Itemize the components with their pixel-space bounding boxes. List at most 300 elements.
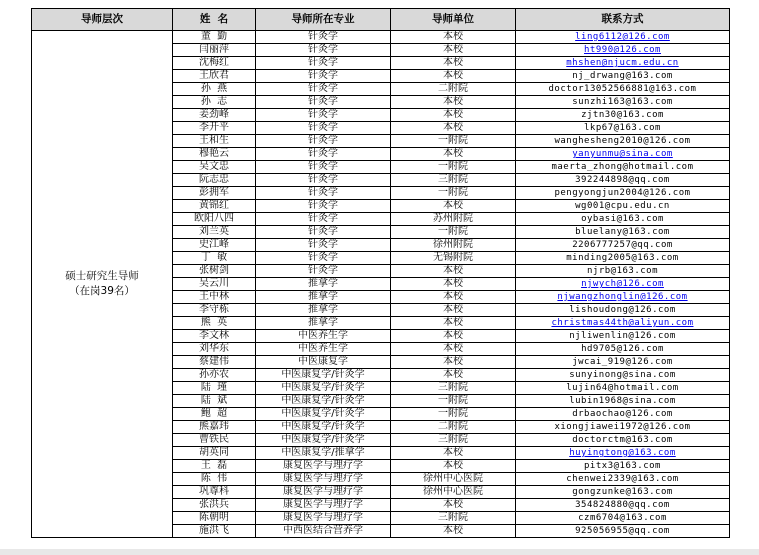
contact-cell (516, 382, 730, 395)
name-cell (173, 226, 256, 239)
name-cell-text: 王和生 (199, 135, 229, 146)
email-text: bluelany@163.com (575, 227, 670, 237)
unit-cell (391, 317, 516, 330)
contact-cell (516, 135, 730, 148)
unit-cell-text: 本校 (443, 44, 463, 55)
email-link[interactable]: huyingtong@163.com (569, 448, 676, 458)
major-cell (256, 460, 391, 473)
contact-cell (516, 330, 730, 343)
name-cell-text: 张洪兵 (199, 499, 229, 510)
unit-cell-text: 本校 (443, 304, 463, 315)
major-cell-text: 针灸学 (308, 265, 338, 276)
name-cell (173, 343, 256, 356)
contact-cell (516, 369, 730, 382)
email-text: hd9705@126.com (581, 344, 664, 354)
contact-cell (516, 161, 730, 174)
unit-cell-text: 徐州附院 (433, 239, 473, 250)
email-text: wanghesheng2010@126.com (554, 136, 691, 146)
contact-cell (516, 213, 730, 226)
email-text: njrb@163.com (586, 266, 659, 276)
email-text: 392244898@qq.com (575, 175, 670, 185)
major-cell (256, 369, 391, 382)
email-link[interactable]: njwangzhonglin@126.com (557, 292, 688, 302)
unit-cell-text: 一附院 (438, 226, 468, 237)
email-text: lujin64@hotmail.com (566, 383, 679, 393)
name-cell-text: 李文林 (199, 330, 229, 341)
unit-cell (391, 473, 516, 486)
window-bottom-edge (0, 549, 759, 555)
unit-cell (391, 408, 516, 421)
name-cell-text: 熊 英 (200, 317, 228, 328)
major-cell-text: 中医养生学 (298, 330, 348, 341)
contact-cell (516, 187, 730, 200)
name-cell-text: 陆 瑾 (200, 382, 228, 393)
unit-cell (391, 304, 516, 317)
major-cell-text: 中医康复学/针灸学 (281, 382, 365, 393)
name-cell (173, 44, 256, 57)
unit-cell (391, 135, 516, 148)
major-cell (256, 525, 391, 538)
name-cell-text: 李守栋 (199, 304, 229, 315)
name-cell-text: 曹铁民 (199, 434, 229, 445)
major-cell-text: 针灸学 (308, 148, 338, 159)
unit-cell (391, 486, 516, 499)
name-cell (173, 473, 256, 486)
unit-cell-text: 本校 (443, 70, 463, 81)
major-cell (256, 148, 391, 161)
unit-cell (391, 369, 516, 382)
major-cell-text: 中医康复学/推拿学 (281, 447, 365, 458)
contact-cell (516, 343, 730, 356)
email-text: oybasi@163.com (581, 214, 664, 224)
unit-cell-text: 本校 (443, 291, 463, 302)
email-text: njliwenlin@126.com (569, 331, 676, 341)
major-cell-text: 推拿学 (308, 317, 338, 328)
name-cell (173, 31, 256, 44)
unit-cell (391, 226, 516, 239)
name-cell-text: 陈 伟 (200, 473, 228, 484)
major-cell (256, 252, 391, 265)
major-cell-text: 针灸学 (308, 96, 338, 107)
name-cell (173, 239, 256, 252)
unit-cell (391, 343, 516, 356)
table-row (32, 31, 730, 44)
unit-cell-text: 本校 (443, 265, 463, 276)
name-cell-text: 施洪飞 (199, 525, 229, 536)
contact-cell (516, 525, 730, 538)
unit-cell-text: 本校 (443, 330, 463, 341)
email-text: xiongjiawei1972@126.com (554, 422, 691, 432)
major-cell-text: 康复医学与理疗学 (283, 486, 363, 497)
name-cell (173, 421, 256, 434)
contact-cell (516, 447, 730, 460)
contact-cell (516, 83, 730, 96)
contact-cell (516, 278, 730, 291)
contact-cell (516, 96, 730, 109)
contact-cell (516, 122, 730, 135)
contact-cell (516, 512, 730, 525)
header-row (32, 9, 730, 31)
name-cell-text: 刘兰英 (199, 226, 229, 237)
unit-cell-text: 本校 (443, 278, 463, 289)
group-count: （在岗39名） (69, 285, 135, 297)
unit-cell-text: 本校 (443, 460, 463, 471)
major-cell (256, 70, 391, 83)
major-cell-text: 针灸学 (308, 187, 338, 198)
name-cell-text: 孙 志 (200, 96, 228, 107)
major-cell (256, 187, 391, 200)
email-link[interactable]: mhshen@njucm.edu.cn (566, 58, 679, 68)
major-cell-text: 中医康复学/针灸学 (281, 408, 365, 419)
contact-cell (516, 174, 730, 187)
major-cell (256, 343, 391, 356)
name-cell (173, 304, 256, 317)
major-cell (256, 434, 391, 447)
major-cell-text: 康复医学与理疗学 (283, 473, 363, 484)
major-cell-text: 针灸学 (308, 252, 338, 263)
unit-cell (391, 291, 516, 304)
unit-cell-text: 本校 (443, 109, 463, 120)
name-cell-text: 张树剑 (199, 265, 229, 276)
major-cell (256, 200, 391, 213)
unit-cell (391, 96, 516, 109)
unit-cell (391, 252, 516, 265)
major-cell (256, 421, 391, 434)
email-text: wg001@cpu.edu.cn (575, 201, 670, 211)
contact-cell (516, 70, 730, 83)
major-cell-text: 推拿学 (308, 304, 338, 315)
name-cell-text: 孙 燕 (200, 83, 228, 94)
major-cell (256, 109, 391, 122)
email-text: maerta_zhong@hotmail.com (551, 162, 694, 172)
unit-cell-text: 二附院 (438, 83, 468, 94)
name-cell-text: 闫丽萍 (199, 44, 229, 55)
unit-cell (391, 161, 516, 174)
name-cell (173, 356, 256, 369)
name-cell (173, 109, 256, 122)
major-cell-text: 中医康复学/针灸学 (281, 369, 365, 380)
unit-cell-text: 本校 (443, 31, 463, 42)
contact-cell (516, 291, 730, 304)
email-text: jwcai_919@126.com (572, 357, 673, 367)
unit-cell-text: 本校 (443, 122, 463, 133)
name-cell (173, 317, 256, 330)
header-contact: 联系方式 (516, 9, 730, 31)
unit-cell-text: 一附院 (438, 161, 468, 172)
major-cell-text: 推拿学 (308, 278, 338, 289)
unit-cell (391, 525, 516, 538)
major-cell (256, 447, 391, 460)
table-body (32, 31, 730, 538)
email-text: nj_drwang@163.com (572, 71, 673, 81)
unit-cell (391, 174, 516, 187)
unit-cell (391, 434, 516, 447)
major-cell-text: 针灸学 (308, 226, 338, 237)
email-link[interactable]: christmas44th@aliyun.com (551, 318, 694, 328)
major-cell-text: 针灸学 (308, 31, 338, 42)
major-cell-text: 中医养生学 (298, 343, 348, 354)
name-cell (173, 252, 256, 265)
unit-cell (391, 460, 516, 473)
email-text: 2206777257@qq.com (572, 240, 673, 250)
major-cell-text: 针灸学 (308, 200, 338, 211)
name-cell-text: 穆艳云 (199, 148, 229, 159)
email-text: zjtn30@163.com (581, 110, 664, 120)
unit-cell-text: 本校 (443, 96, 463, 107)
header-level: 导师层次 (32, 9, 173, 31)
major-cell-text: 针灸学 (308, 83, 338, 94)
email-text: doctor13052566881@163.com (548, 84, 697, 94)
major-cell (256, 317, 391, 330)
major-cell (256, 44, 391, 57)
major-cell-text: 康复医学与理疗学 (283, 499, 363, 510)
major-cell-text: 针灸学 (308, 239, 338, 250)
name-cell (173, 447, 256, 460)
major-cell (256, 356, 391, 369)
unit-cell-text: 三附院 (438, 382, 468, 393)
email-link[interactable]: ling6112@126.com (575, 32, 670, 42)
unit-cell-text: 本校 (443, 57, 463, 68)
name-cell (173, 122, 256, 135)
group-cell (32, 31, 173, 538)
name-cell (173, 369, 256, 382)
name-cell (173, 148, 256, 161)
contact-cell (516, 226, 730, 239)
email-text: pengyongjun2004@126.com (554, 188, 691, 198)
unit-cell (391, 122, 516, 135)
name-cell-text: 李开平 (199, 122, 229, 133)
header-name: 姓 名 (173, 9, 256, 31)
contact-cell (516, 239, 730, 252)
email-text: drbaochao@126.com (572, 409, 673, 419)
contact-cell (516, 265, 730, 278)
name-cell-text: 欧阳八四 (194, 213, 234, 224)
email-link[interactable]: yanyunmu@sina.com (572, 149, 673, 159)
name-cell (173, 460, 256, 473)
contact-cell (516, 109, 730, 122)
name-cell (173, 200, 256, 213)
unit-cell (391, 382, 516, 395)
unit-cell (391, 395, 516, 408)
name-cell-text: 董 勤 (200, 31, 228, 42)
email-text: pitx3@163.com (584, 461, 661, 471)
group-title: 硕士研究生导师 (65, 270, 139, 282)
unit-cell (391, 31, 516, 44)
contact-cell (516, 408, 730, 421)
major-cell (256, 122, 391, 135)
name-cell-text: 胡英同 (199, 447, 229, 458)
name-cell-text: 熊嘉玮 (199, 421, 229, 432)
major-cell-text: 针灸学 (308, 122, 338, 133)
email-link[interactable]: njwych@126.com (581, 279, 664, 289)
name-cell-text: 吴云川 (199, 278, 229, 289)
unit-cell (391, 44, 516, 57)
major-cell (256, 174, 391, 187)
unit-cell-text: 徐州中心医院 (423, 473, 483, 484)
major-cell (256, 291, 391, 304)
name-cell (173, 525, 256, 538)
unit-cell-text: 一附院 (438, 135, 468, 146)
name-cell-text: 陆 斌 (200, 395, 228, 406)
unit-cell (391, 512, 516, 525)
email-text: minding2005@163.com (566, 253, 679, 263)
name-cell (173, 278, 256, 291)
contact-cell (516, 460, 730, 473)
unit-cell-text: 徐州中心医院 (423, 486, 483, 497)
major-cell-text: 针灸学 (308, 174, 338, 185)
name-cell (173, 395, 256, 408)
name-cell-text: 鲍 超 (200, 408, 228, 419)
major-cell-text: 中医康复学/针灸学 (281, 395, 365, 406)
unit-cell-text: 本校 (443, 148, 463, 159)
name-cell-text: 沈梅红 (199, 57, 229, 68)
unit-cell-text: 本校 (443, 447, 463, 458)
unit-cell (391, 57, 516, 70)
email-text: czm6704@163.com (578, 513, 667, 523)
name-cell (173, 174, 256, 187)
unit-cell-text: 本校 (443, 499, 463, 510)
unit-cell (391, 70, 516, 83)
major-cell-text: 针灸学 (308, 213, 338, 224)
contact-cell (516, 434, 730, 447)
name-cell (173, 499, 256, 512)
major-cell-text: 针灸学 (308, 44, 338, 55)
name-cell (173, 408, 256, 421)
unit-cell-text: 一附院 (438, 408, 468, 419)
name-cell (173, 512, 256, 525)
unit-cell-text: 苏州附院 (433, 213, 473, 224)
email-text: 925056955@qq.com (575, 526, 670, 536)
name-cell-text: 陈朝明 (199, 512, 229, 523)
major-cell (256, 213, 391, 226)
major-cell-text: 针灸学 (308, 161, 338, 172)
major-cell (256, 31, 391, 44)
contact-cell (516, 486, 730, 499)
name-cell-text: 丁 敏 (200, 252, 228, 263)
contact-cell (516, 252, 730, 265)
major-cell (256, 265, 391, 278)
unit-cell-text: 一附院 (438, 187, 468, 198)
email-text: sunyinong@sina.com (569, 370, 676, 380)
major-cell-text: 针灸学 (308, 57, 338, 68)
major-cell (256, 512, 391, 525)
name-cell (173, 382, 256, 395)
major-cell (256, 278, 391, 291)
name-cell-text: 孙亦农 (199, 369, 229, 380)
contact-cell (516, 395, 730, 408)
major-cell (256, 499, 391, 512)
email-text: doctorctm@163.com (572, 435, 673, 445)
unit-cell-text: 本校 (443, 369, 463, 380)
name-cell (173, 434, 256, 447)
major-cell (256, 96, 391, 109)
name-cell-text: 阮志忠 (199, 174, 229, 185)
contact-cell (516, 148, 730, 161)
unit-cell (391, 200, 516, 213)
unit-cell-text: 本校 (443, 525, 463, 536)
name-cell (173, 213, 256, 226)
major-cell-text: 康复医学与理疗学 (283, 460, 363, 471)
major-cell (256, 83, 391, 96)
unit-cell (391, 83, 516, 96)
name-cell-text: 蔡建伟 (199, 356, 229, 367)
name-cell (173, 57, 256, 70)
supervisor-table (31, 8, 730, 538)
contact-cell (516, 44, 730, 57)
major-cell (256, 57, 391, 70)
email-text: lubin1968@sina.com (569, 396, 676, 406)
name-cell (173, 330, 256, 343)
unit-cell (391, 239, 516, 252)
name-cell-text: 彭拥军 (199, 187, 229, 198)
name-cell-text: 刘华东 (199, 343, 229, 354)
unit-cell-text: 一附院 (438, 395, 468, 406)
name-cell (173, 187, 256, 200)
name-cell-text: 吴文忠 (199, 161, 229, 172)
major-cell-text: 康复医学与理疗学 (283, 512, 363, 523)
unit-cell (391, 187, 516, 200)
unit-cell-text: 三附院 (438, 174, 468, 185)
unit-cell (391, 447, 516, 460)
email-text: lkp67@163.com (584, 123, 661, 133)
major-cell (256, 473, 391, 486)
unit-cell-text: 二附院 (438, 421, 468, 432)
major-cell (256, 304, 391, 317)
name-cell (173, 161, 256, 174)
header-unit: 导师单位 (391, 9, 516, 31)
name-cell (173, 83, 256, 96)
contact-cell (516, 356, 730, 369)
major-cell (256, 135, 391, 148)
unit-cell-text: 本校 (443, 356, 463, 367)
major-cell-text: 针灸学 (308, 109, 338, 120)
unit-cell (391, 499, 516, 512)
name-cell-text: 巩尊科 (199, 486, 229, 497)
name-cell (173, 291, 256, 304)
unit-cell-text: 三附院 (438, 434, 468, 445)
unit-cell (391, 109, 516, 122)
contact-cell (516, 317, 730, 330)
contact-cell (516, 473, 730, 486)
email-link[interactable]: ht990@126.com (584, 45, 661, 55)
contact-cell (516, 304, 730, 317)
name-cell-text: 史江峰 (199, 239, 229, 250)
email-text: lishoudong@126.com (569, 305, 676, 315)
unit-cell-text: 本校 (443, 317, 463, 328)
major-cell (256, 226, 391, 239)
name-cell (173, 265, 256, 278)
name-cell (173, 486, 256, 499)
unit-cell (391, 265, 516, 278)
name-cell-text: 黄锦红 (199, 200, 229, 211)
header-major: 导师所在专业 (256, 9, 391, 31)
contact-cell (516, 31, 730, 44)
name-cell (173, 135, 256, 148)
unit-cell (391, 421, 516, 434)
contact-cell (516, 200, 730, 213)
email-text: sunzhi163@163.com (572, 97, 673, 107)
email-text: chenwei2339@163.com (566, 474, 679, 484)
major-cell (256, 395, 391, 408)
major-cell-text: 推拿学 (308, 291, 338, 302)
contact-cell (516, 421, 730, 434)
contact-cell (516, 499, 730, 512)
unit-cell (391, 213, 516, 226)
name-cell-text: 王 磊 (200, 460, 228, 471)
major-cell-text: 中西医结合营养学 (283, 525, 363, 536)
contact-cell (516, 57, 730, 70)
unit-cell (391, 148, 516, 161)
